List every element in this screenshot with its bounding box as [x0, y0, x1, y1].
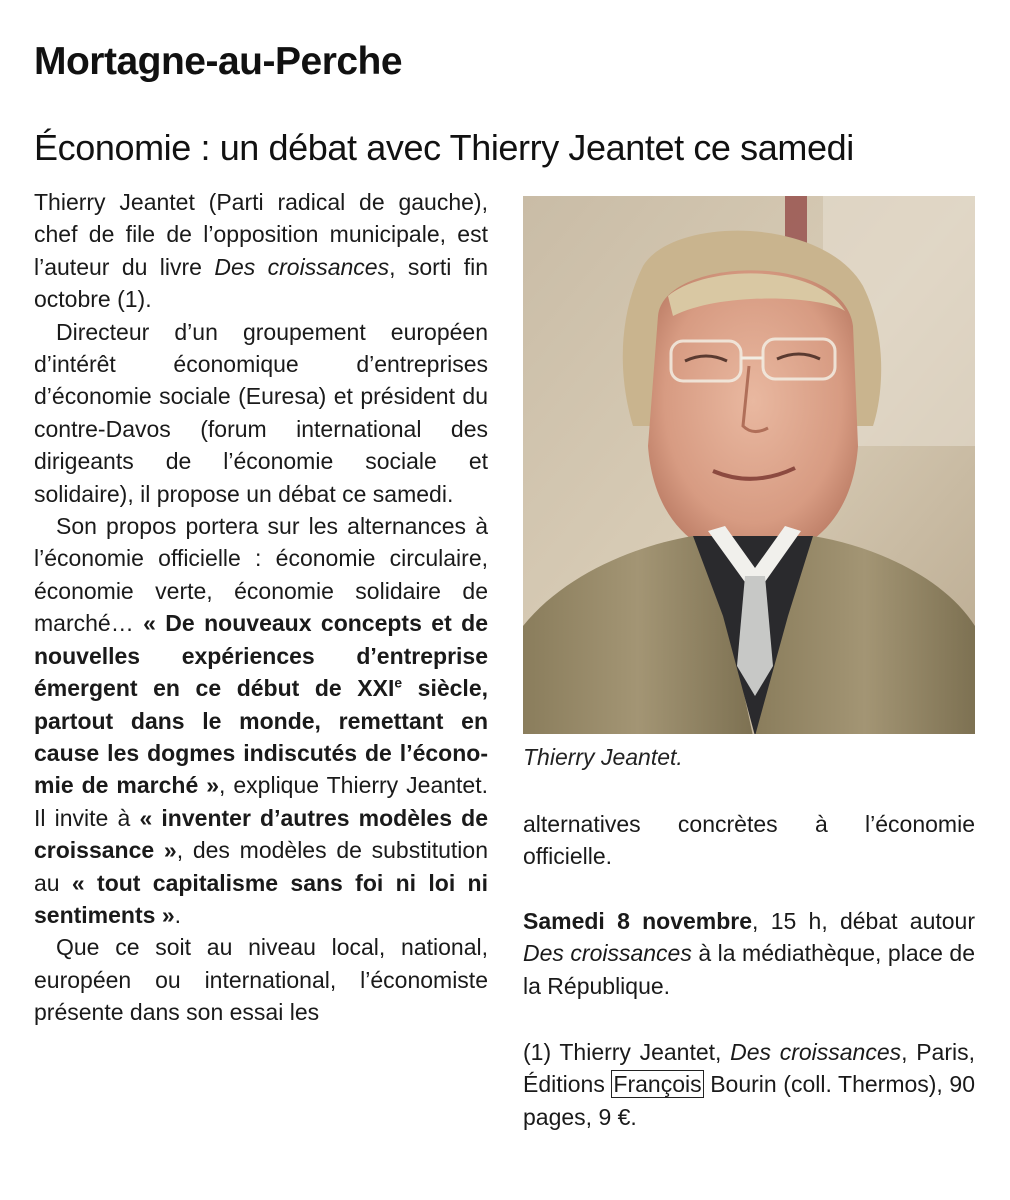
paragraph-intro: [34, 186, 488, 316]
footnote-text: (1) Thierry Jeantet,: [523, 1039, 731, 1065]
topic-text-2: , explique Thierry Jeantet. Il invite à: [34, 772, 488, 831]
paragraph-bio: Directeur d’un groupement européen d’intérêt économique d’entreprises d’économie sociale (Euresa) et président du contre-Davos (forum international des dirigeants de l’économie sociale et solidaire), il propose un débat ce samedi.: [34, 318, 488, 507]
portrait-photo: [523, 196, 975, 734]
event-info: [523, 905, 975, 1002]
footnote-book-title: Des croissances: [730, 1039, 902, 1065]
paragraph-essay: Que ce soit au niveau local, national, européen ou international, l’économiste présente dans son essai les: [34, 934, 488, 1026]
portrait-image: [523, 196, 975, 734]
article-body-left-column: [34, 186, 488, 1029]
footnote: [523, 1036, 975, 1133]
event-text: , 15 h, débat autour: [752, 908, 975, 934]
topic-text-end: .: [174, 901, 181, 928]
event-location: à la médiathèque, place de la République.: [523, 940, 975, 999]
footnote-paragraph: [523, 1036, 975, 1133]
article-title: Économie : un débat avec Thierry Jeantet ce samedi: [34, 127, 854, 168]
event-paragraph: [523, 905, 975, 1002]
boxed-word: François: [613, 1071, 702, 1098]
location-header: Mortagne-au-Perche: [34, 40, 403, 83]
century-superscript: e: [394, 675, 403, 691]
topic-text: Son propos portera sur les alternances à l’économie officielle : économie circulaire, économie verte, économie solidaire de marché…: [34, 513, 488, 637]
quote-new-concepts: « De nouveaux concepts et de nouvelles expériences d’entreprise émergent en ce début de XXIe siècle, partout dans le monde, remettant en cause les dogmes indiscutés de l’économie de marché »: [34, 610, 488, 799]
event-book-title: Des croissances: [523, 940, 692, 967]
footnote-publisher: , Paris, Éditions: [523, 1039, 975, 1098]
photo-caption: Thierry Jeantet.: [523, 744, 683, 770]
intro-text: Thierry Jeantet (Parti radical de gauche), chef de file de l’opposition municipale, est l’auteur du livre: [34, 189, 488, 280]
quote-capitalism: « tout capitalisme sans foi ni loi ni sentiments »: [34, 869, 488, 928]
event-date: Samedi 8 novembre: [523, 908, 753, 934]
article-body-continued: [523, 808, 975, 873]
intro-text-end: , sorti fin octobre (1).: [34, 253, 489, 313]
paragraph-essay-continued: alternatives concrètes à l’économie officielle.: [523, 811, 975, 870]
paragraph-topic: [34, 510, 488, 931]
topic-text-3: , des modèles de substitution au: [34, 837, 488, 896]
book-title: Des croissances: [214, 253, 390, 280]
footnote-details: Bourin (coll. Thermos), 90 pages, 9 €.: [523, 1071, 975, 1130]
quote-invent-models: « inventer d’autres modèles de croissance »: [34, 804, 489, 864]
